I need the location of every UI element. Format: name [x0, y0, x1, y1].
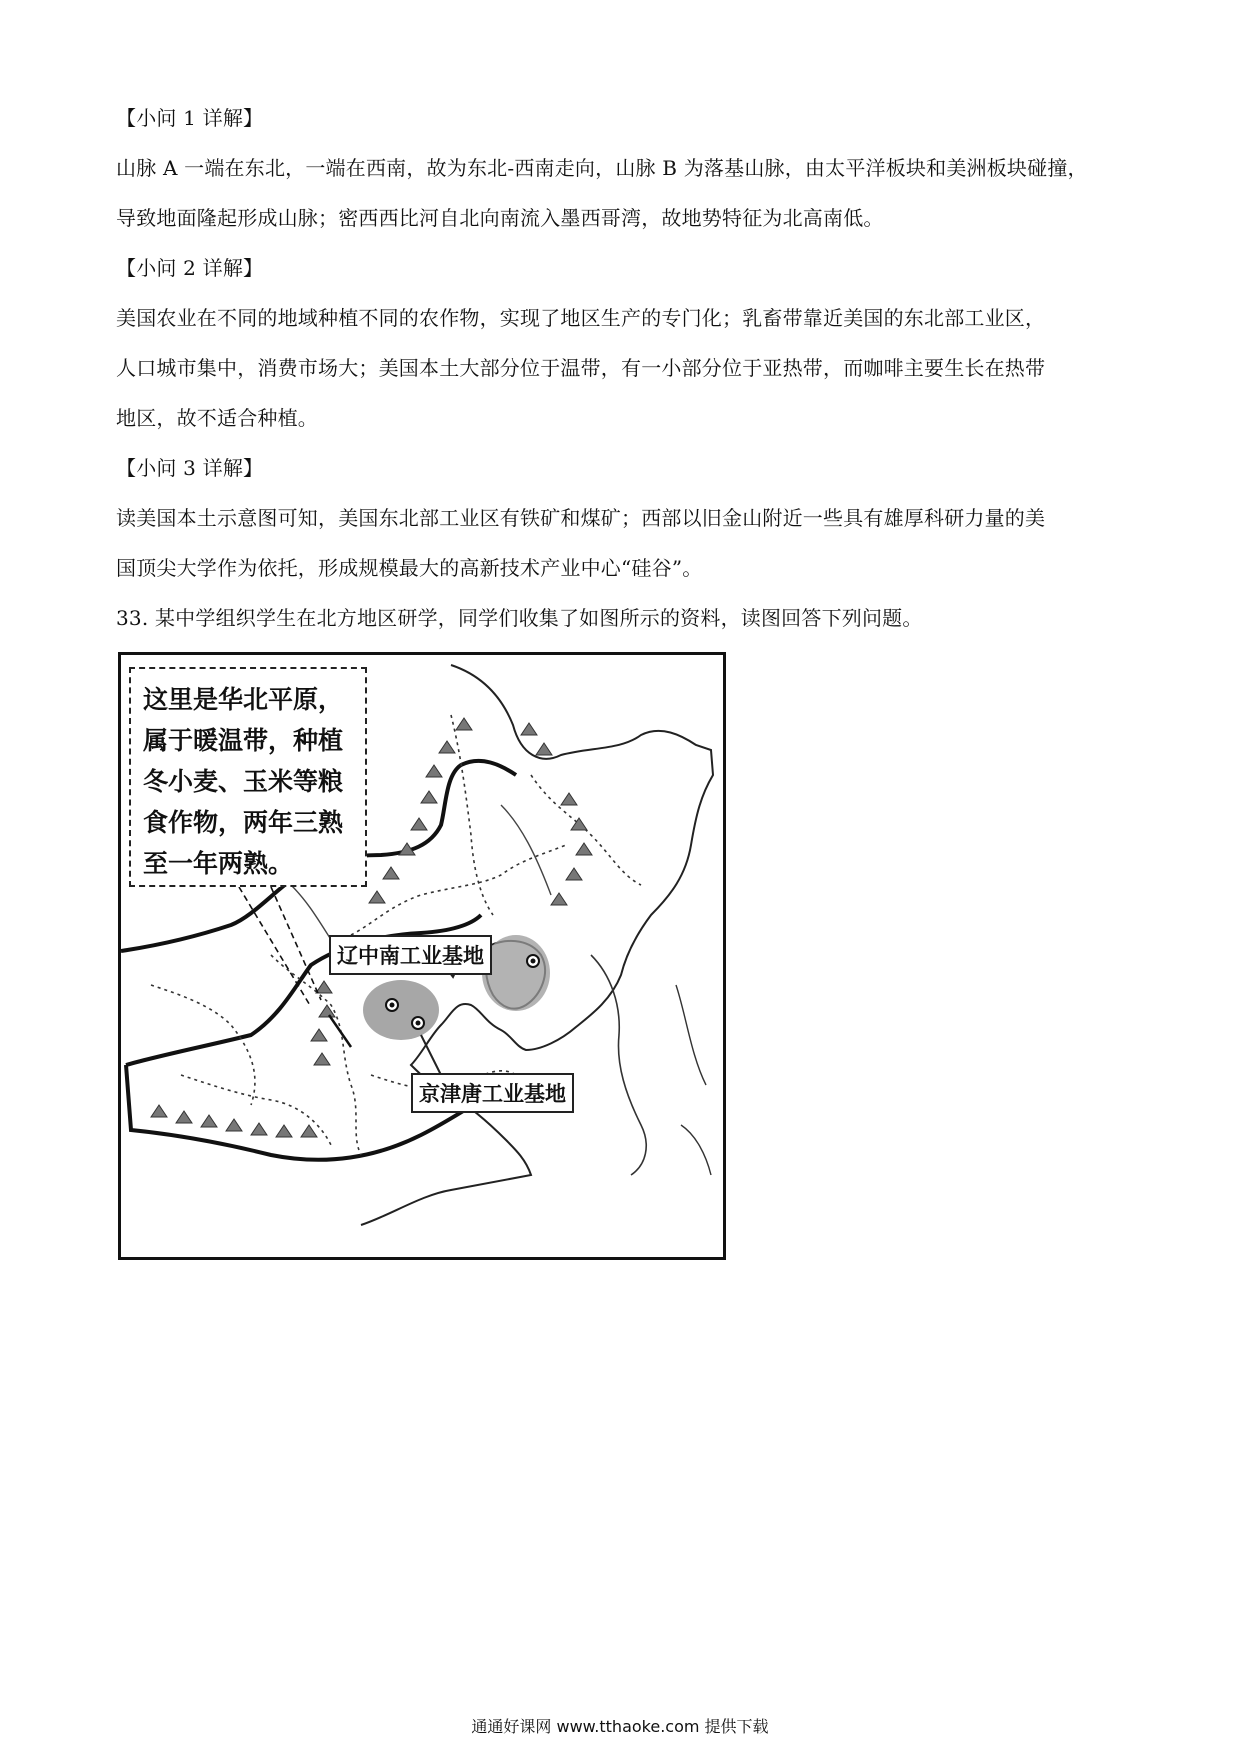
q3-line-2: 国顶尖大学作为依托，形成规模最大的高新技术产业中心“硅谷”。: [116, 556, 703, 580]
callout-line-3: 冬小麦、玉米等粮: [143, 767, 344, 796]
q2-line-2: 人口城市集中，消费市场大；美国本土大部分位于温带，有一小部分位于亚热带，而咖啡主要生长在热带: [116, 356, 1046, 380]
callout-line-1: 这里是华北平原，: [143, 685, 344, 714]
q2-line-1: 美国农业在不同的地域种植不同的农作物，实现了地区生产的专门化；乳畜带靠近美国的东北部工业区，: [116, 306, 1046, 330]
korea-outline: [591, 955, 646, 1175]
q2-heading: 【小问 2 详解】: [116, 256, 264, 280]
q1-line-2: 导致地面隆起形成山脉；密西西比河自北向南流入墨西哥湾，故地势特征为北高南低。: [116, 206, 884, 230]
plain-marker-line: [329, 1015, 351, 1047]
province-border-3: [351, 845, 566, 935]
callout-line-2: 属于暖温带，种植: [143, 726, 344, 755]
jing-label-pointer: [421, 1035, 441, 1075]
callout-line-4: 食作物，两年三熟: [143, 808, 344, 837]
liaozhongnan-area: [482, 935, 550, 1011]
liaozhongnan-base-label: 辽中南工业基地: [329, 935, 492, 975]
callout-line-5: 至一年两熟。: [143, 849, 294, 878]
q3-heading: 【小问 3 详解】: [116, 456, 264, 480]
japan-coast: [676, 985, 711, 1175]
jingjintang-area: [363, 980, 439, 1040]
q1-heading: 【小问 1 详解】: [116, 106, 264, 130]
river-2: [501, 805, 551, 895]
q3-line-1: 读美国本土示意图可知，美国东北部工业区有铁矿和煤矿；西部以旧金山附近一些具有雄厚科研力量的美: [116, 506, 1046, 530]
north-china-plain-callout: [129, 667, 367, 887]
q33-stem: 33. 某中学组织学生在北方地区研学，同学们收集了如图所示的资料，读图回答下列问题。: [116, 606, 923, 630]
page-footer: 通通好课网 www.tthaoke.com 提供下载: [471, 1717, 769, 1736]
province-border-4: [451, 715, 493, 915]
north-china-map: [118, 652, 726, 1260]
jingjintang-base-label: 京津唐工业基地: [411, 1073, 574, 1113]
q2-line-3: 地区，故不适合种植。: [116, 406, 318, 430]
q1-line-1: 山脉 A 一端在东北，一端在西南，故为东北-西南走向，山脉 B 为落基山脉，由太平洋板块和美洲板块碰撞，: [116, 156, 1088, 180]
